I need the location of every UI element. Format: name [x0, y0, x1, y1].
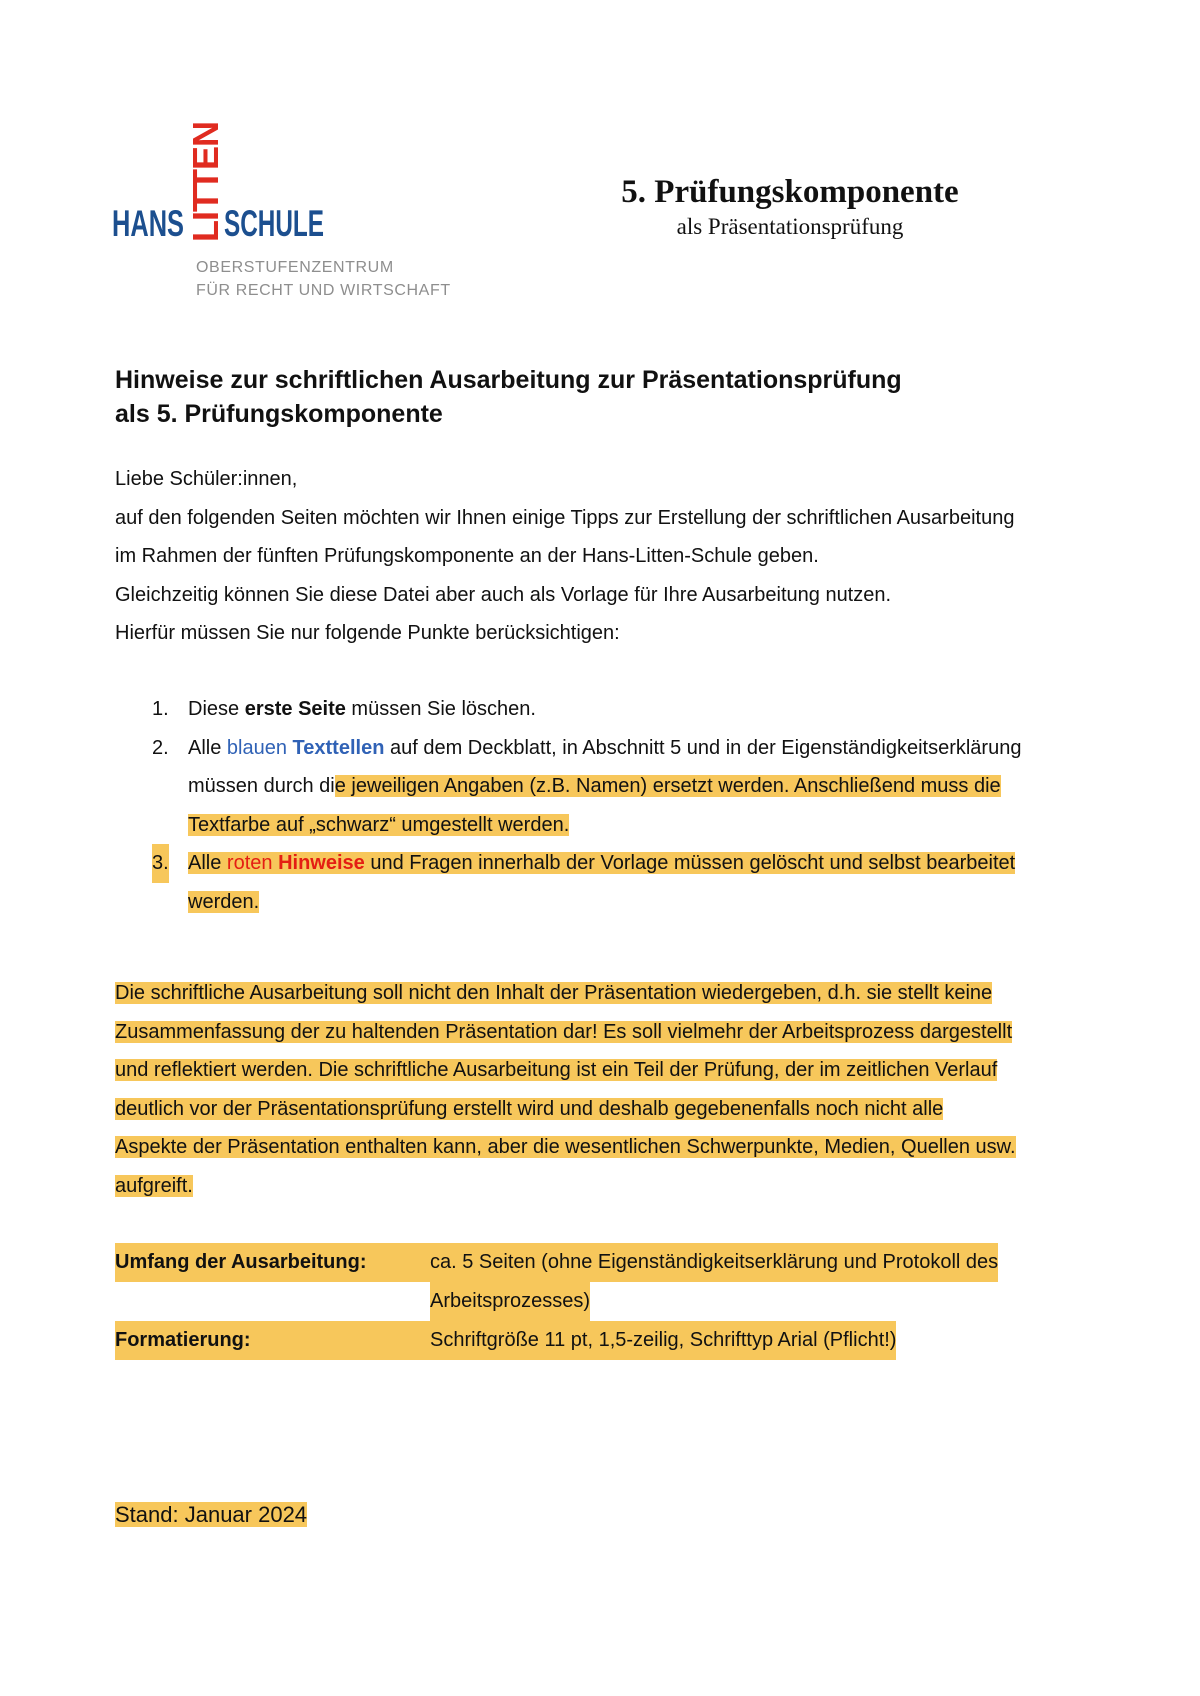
- intro-paragraph: [115, 460, 1014, 653]
- logo-word-schule: SCHULE: [224, 203, 324, 244]
- list-item: [115, 690, 1021, 729]
- red-bold-text-marker: Hinweise: [278, 852, 365, 874]
- document-title: [115, 363, 902, 431]
- note-line: und reflektiert werden. Die schriftliche Ausarbeitung ist ein Teil der Prüfung, der im zeitlichen Verlauf: [115, 1059, 998, 1081]
- red-text-marker: roten: [226, 852, 273, 874]
- note-line: Die schriftliche Ausarbeitung soll nicht den Inhalt der Präsentation wiedergeben, d.h. sie stellt keine: [115, 982, 993, 1004]
- list-item-number: 3.: [152, 844, 169, 883]
- list-item-text: Alle: [188, 736, 227, 759]
- list-item-text: Alle: [188, 852, 227, 874]
- note-paragraph: [115, 974, 1016, 1205]
- logo-word-hans: HANS: [112, 203, 184, 244]
- umfang-row-continued: [115, 1282, 1115, 1321]
- formatierung-value: Schriftgröße 11 pt, 1,5-zeilig, Schrifttyp Arial (Pflicht!): [430, 1321, 896, 1360]
- header-title: 5. Prüfungskomponente: [621, 174, 959, 210]
- umfang-value: ca. 5 Seiten (ohne Eigenständigkeitserklärung und Protokoll des: [430, 1243, 998, 1282]
- formatierung-label: Formatierung:: [115, 1321, 430, 1360]
- list-item-bold-text: erste Seite: [244, 698, 346, 720]
- school-logo: [112, 118, 451, 308]
- blue-bold-text-marker: Texttellen: [292, 736, 385, 759]
- document-title-line-1: Hinweise zur schriftlichen Ausarbeitung zur Präsentationsprüfung: [115, 366, 902, 394]
- list-item-text: Diese: [188, 698, 245, 720]
- list-item-number: 1.: [152, 698, 169, 720]
- list-item: [115, 844, 1021, 921]
- instruction-list: [115, 690, 1021, 921]
- intro-greeting: Liebe Schüler:innen,: [115, 468, 298, 490]
- logo-subline-2: FÜR RECHT UND WIRTSCHAFT: [196, 282, 451, 299]
- note-line: Aspekte der Präsentation enthalten kann, aber die wesentlichen Schwerpunkte, Medien, Quellen usw.: [115, 1136, 1016, 1158]
- intro-line-2: im Rahmen der fünften Prüfungskomponente an der Hans-Litten-Schule geben.: [115, 545, 819, 567]
- list-item: [115, 729, 1021, 845]
- umfang-value-continued: Arbeitsprozesses): [430, 1282, 590, 1321]
- note-line: aufgreift.: [115, 1174, 193, 1197]
- list-item-text: auf dem Deckblatt, in Abschnitt 5 und in der Eigenständigkeitserklärung: [384, 736, 1022, 759]
- highlighted-text: werden.: [188, 890, 260, 913]
- note-line: deutlich vor der Präsentationsprüfung erstellt wird und deshalb gegebenenfalls noch nicht alle: [115, 1097, 944, 1120]
- header-subtitle: als Präsentationsprüfung: [676, 214, 904, 239]
- blue-text-marker: blauen: [226, 736, 287, 759]
- highlighted-text: e jeweiligen Angaben (z.B. Namen) ersetzt werden. Anschließend muss die: [334, 775, 1001, 797]
- header-block: [590, 172, 990, 242]
- list-item-text: und Fragen innerhalb der Vorlage müssen gelöscht und selbst bearbeitet: [364, 852, 1016, 874]
- list-item-text: müssen Sie löschen.: [345, 698, 536, 720]
- intro-line-1: auf den folgenden Seiten möchten wir Ihnen einige Tipps zur Erstellung der schriftlichen Ausarbeitung: [115, 506, 1015, 529]
- intro-line-3: Gleichzeitig können Sie diese Datei aber auch als Vorlage für Ihre Ausarbeitung nutzen.: [115, 583, 892, 606]
- formatierung-row: [115, 1321, 1115, 1360]
- list-item-number: 2.: [152, 736, 169, 759]
- logo-word-litten: LITTEN: [185, 122, 226, 242]
- umfang-label: Umfang der Ausarbeitung:: [115, 1243, 430, 1282]
- document-title-line-2: als 5. Prüfungskomponente: [115, 400, 443, 428]
- stand-date: [115, 1500, 307, 1530]
- list-item-text: müssen durch di: [188, 775, 335, 797]
- intro-line-4: Hierfür müssen Sie nur folgende Punkte berücksichtigen:: [115, 622, 620, 644]
- logo-subline-1: OBERSTUFENZENTRUM: [196, 259, 394, 276]
- school-logo-mark: [112, 118, 432, 258]
- umfang-row: [115, 1243, 1115, 1282]
- stand-date-text: Stand: Januar 2024: [115, 1502, 308, 1527]
- highlighted-text: Textfarbe auf „schwarz“ umgestellt werden.: [188, 813, 570, 836]
- note-line: Zusammenfassung der zu haltenden Präsentation dar! Es soll vielmehr der Arbeitsprozess dargestellt: [115, 1020, 1013, 1043]
